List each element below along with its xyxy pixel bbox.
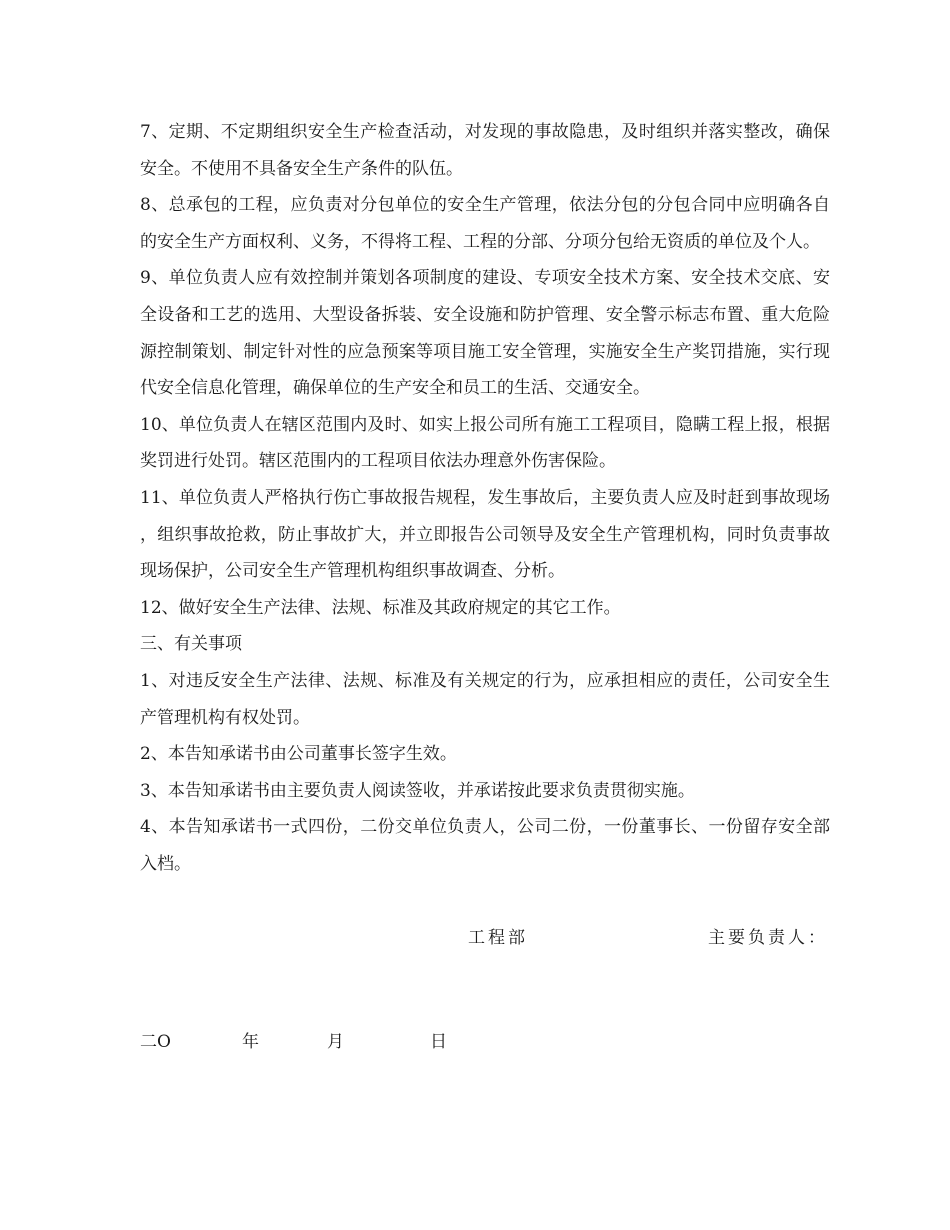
document-body (140, 114, 830, 882)
signature-row (0, 920, 950, 956)
date-month-label: 月 (327, 1032, 344, 1052)
item-2: 2、本告知承诺书由公司董事长签字生效。 (140, 744, 457, 765)
paragraph-9: 9、单位负责人应有效控制并策划各项制度的建设、专项安全技术方案、安全技术交底、安全设备和工艺的选用、大型设备拆装、安全设施和防护管理、安全警示标志布置、重大危险源控制策划、制定针对性的应急预案等项目施工安全管理，实施安全生产奖罚措施，实行现代安全信息化管理，确保单位的生产安全和员工的生活、交通安全。 (140, 268, 830, 399)
paragraph-8: 8、总承包的工程，应负责对分包单位的安全生产管理，依法分包的分包合同中应明确各自的安全生产方面权利、义务，不得将工程、工程的分部、分项分包给无资质的单位及个人。 (140, 195, 830, 252)
item-4: 4、本告知承诺书一式四份，二份交单位负责人，公司二份，一份董事长、一份留存安全部入档。 (140, 817, 830, 874)
signature-person: 主要负责人： (708, 928, 828, 948)
paragraph-10: 10、单位负责人在辖区范围内及时、如实上报公司所有施工工程项目，隐瞒工程上报，根据奖罚进行处罚。辖区范围内的工程项目依法办理意外伤害保险。 (140, 414, 830, 472)
paragraph-12: 12、做好安全生产法律、法规、标准及其政府规定的其它工作。 (140, 597, 621, 618)
item-3: 3、本告知承诺书由主要负责人阅读签收，并承诺按此要求负责贯彻实施。 (140, 780, 695, 801)
date-day-label: 日 (430, 1032, 447, 1052)
date-row (0, 1024, 950, 1060)
date-prefix: 二O (140, 1032, 171, 1052)
date-year-label: 年 (242, 1032, 259, 1052)
paragraph-11: 11、单位负责人严格执行伤亡事故报告规程，发生事故后，主要负责人应及时赶到事故现场，组织事故抢救，防止事故扩大，并立即报告公司领导及安全生产管理机构，同时负责事故现场保护，公司安全生产管理机构组织事故调查、分析。 (140, 487, 830, 582)
paragraph-7: 7、定期、不定期组织安全生产检查活动，对发现的事故隐患，及时组织并落实整改，确保安全。不使用不具备安全生产条件的队伍。 (140, 122, 830, 179)
item-1: 1、对违反安全生产法律、法规、标准及有关规定的行为，应承担相应的责任，公司安全生产管理机构有权处罚。 (140, 670, 830, 728)
section-heading: 三、有关事项 (140, 634, 242, 655)
signature-department: 工程部 (468, 928, 528, 948)
